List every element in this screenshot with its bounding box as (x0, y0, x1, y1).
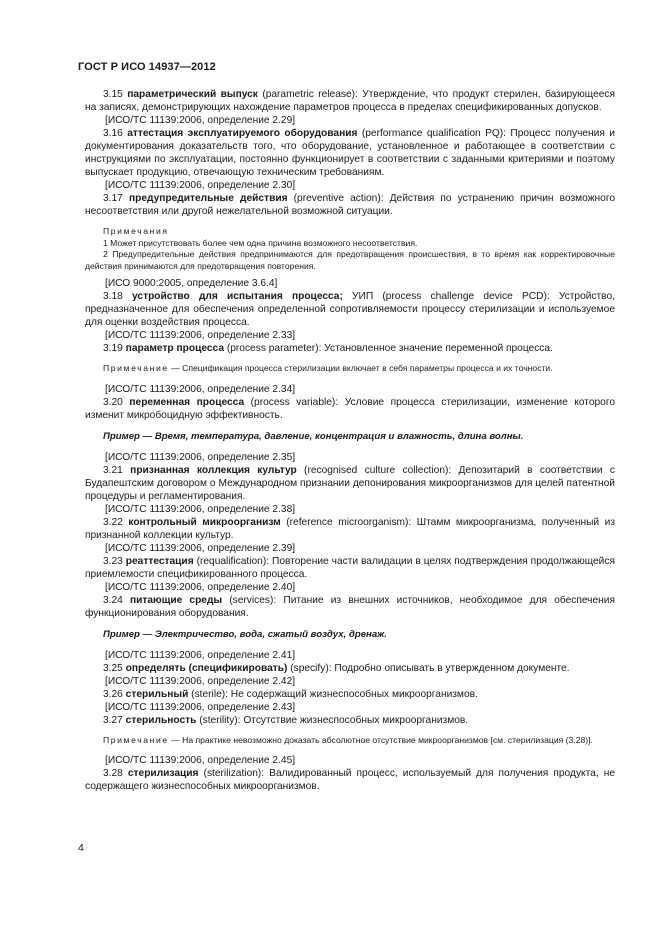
page-number: 4 (78, 842, 84, 854)
definition-number: 3.17 (103, 193, 123, 204)
term: параметр процесса (125, 343, 225, 354)
note (85, 363, 615, 375)
definition-3-27 (85, 714, 615, 727)
definition-text: (process parameter): Установленное значение переменной процесса. (224, 343, 553, 354)
reference: [ИСО/ТС 11139:2006, определение 2.45] (105, 755, 296, 766)
definition-text: (specify): Подробно описывать в утвержденном документе. (287, 662, 570, 674)
term: контрольный микроорганизм (128, 516, 281, 528)
definition-number: 3.23 (103, 555, 123, 567)
definition-number: 3.18 (103, 291, 123, 302)
definition-text: (performance qualification PQ): Процесс получения и документирования доказательств того, что оборудование, установленное и работающее в соответствии с инструкциями по эксплуатации, постоянно функционирует в соответствии с заданными критериями и поэтому выпускает продукцию, отвечающую техническим требованиям. (85, 128, 615, 178)
definition-number: 3.24 (103, 594, 123, 606)
definition-3-28 (85, 767, 615, 793)
reference: [ИСО/ТС 11139:2006, определение 2.33] (105, 330, 296, 341)
note (85, 735, 615, 747)
definition-number: 3.22 (103, 516, 123, 528)
definition-text: (process variable): Условие процесса стерилизации, изменение которого изменит микробоцидную эффективность. (85, 396, 615, 421)
definition-number: 3.19 (103, 343, 123, 354)
term: устройство для испытания процесса; (132, 291, 343, 302)
definition-3-17 (85, 192, 615, 218)
definition-number: 3.16 (103, 128, 123, 139)
reference: [ИСО/ТС 11139:2006, определение 2.34] (105, 383, 296, 395)
definition-number: 3.25 (103, 662, 123, 674)
definition-3-22 (85, 516, 615, 542)
definition-number: 3.15 (103, 89, 123, 100)
term: признанная коллекция культур (130, 464, 297, 476)
example: Пример — Время, температура, давление, концентрация и влажность, длина волны. (103, 430, 524, 442)
definition-3-24 (85, 594, 615, 620)
reference: [ИСО/ТС 11139:2006, определение 2.39] (105, 542, 296, 554)
reference: [ИСО/ТС 11139:2006, определение 2.35] (105, 451, 296, 463)
definition-3-21 (85, 464, 615, 503)
reference: [ИСО/ТС 11139:2006, определение 2.41] (105, 649, 296, 661)
definition-number: 3.26 (103, 688, 123, 700)
reference: [ИСО/ТС 11139:2006, определение 2.30] (105, 180, 296, 191)
definition-3-15 (85, 88, 615, 114)
definition-number: 3.20 (103, 396, 123, 408)
definition-text: (services): Питание из внешних источников, необходимое для обеспечения функционирования оборудования. (85, 594, 615, 619)
note-label: Примечание (103, 734, 169, 745)
note-1: 1 Может присутствовать более чем одна причина возможного несоответствия. (103, 237, 418, 248)
definition-text: (recognised culture collection): Депозитарий в соответствии с Будапештским договором о Международном признании депонирования микроорганизмов для целей патентной процедуры и регламентирования. (85, 464, 615, 502)
term: переменная процесса (129, 396, 245, 408)
note-2: 2 Предупредительные действия предпринимаются для предотвращения происшествия, в то время как корректировочные действия принимаются для предотвращения повторения. (85, 249, 615, 271)
definition-number: 3.27 (103, 714, 123, 726)
definition-text: (sterility): Отсутствие жизнеспособных микроорганизмов. (196, 714, 469, 726)
term: предупредительные действия (128, 193, 288, 204)
definition-text: (reference microorganism): Штамм микроорганизма, полученный из признанной коллекции культур. (85, 516, 615, 541)
definition-text: (sterilization): Валидированный процесс, используемый для получения продукта, не содержащего жизнеспособных микроорганизмов. (85, 768, 615, 792)
term: стерилизация (127, 768, 199, 779)
definition-3-20 (85, 396, 615, 422)
term: питающие среды (129, 594, 223, 606)
definition-3-26 (85, 688, 615, 701)
definition-3-19 (85, 342, 615, 355)
definition-3-25 (85, 662, 615, 675)
page-header: ГОСТ Р ИСО 14937—2012 (78, 61, 216, 73)
term: аттестация эксплуатируемого оборудования (127, 128, 358, 139)
note-text: — На практике невозможно доказать абсолютное отсутствие микроорганизмов [см. стерилизация (3.28)]. (168, 734, 593, 745)
definition-text: (sterile): Не содержащий жизнеспособных микроорганизмов. (188, 688, 478, 700)
reference: [ИСО 9000:2005, определение 3.6.4] (105, 278, 278, 289)
definition-number: 3.21 (103, 464, 123, 476)
reference: [ИСО/ТС 11139:2006, определение 2.29] (105, 115, 296, 126)
definition-3-23 (85, 555, 615, 581)
term: параметрический выпуск (127, 89, 258, 100)
note-text: — Спецификация процесса стерилизации включает в себя параметры процесса и их точности. (168, 363, 553, 373)
definition-3-16 (85, 127, 615, 179)
document-body (85, 88, 615, 793)
definition-text: (preventive action): Действия по устранению причин возможного несоответствия или другой нежелательной возможной ситуации. (85, 193, 615, 217)
term: стерильность (125, 714, 197, 726)
definition-number: 3.28 (103, 768, 123, 779)
reference: [ИСО/ТС 11139:2006, определение 2.43] (105, 701, 296, 713)
definition-text: (parametric release): Утверждение, что продукт стерилен, базирующееся на записях, демонстрирующих нахождение параметров процесса в пределах спецификированных допусков. (85, 89, 616, 113)
reference: [ИСО/ТС 11139:2006, определение 2.42] (105, 675, 296, 687)
definition-3-18 (85, 290, 615, 329)
example: Пример — Электричество, вода, сжатый воздух, дренаж. (103, 628, 387, 640)
definition-text: УИП (process challenge device PCD): Устройство, предназначенное для обеспечения определенной сопротивляемости процессу стерилизации и используемое для оценки воздействия процесса. (85, 291, 615, 328)
term: определять (спецификировать) (125, 662, 288, 674)
reference: [ИСО/ТС 11139:2006, определение 2.40] (105, 581, 296, 593)
note-label: Примечание (103, 363, 169, 373)
term: стерильный (125, 688, 189, 700)
reference: [ИСО/ТС 11139:2006, определение 2.38] (105, 503, 296, 515)
definition-text: (requalification): Повторение части валидации в целях подтверждения продолжающейся приемлемости спецификированного процесса. (85, 555, 615, 580)
notes-heading: Примечания (103, 226, 169, 236)
term: реаттестация (125, 555, 194, 567)
